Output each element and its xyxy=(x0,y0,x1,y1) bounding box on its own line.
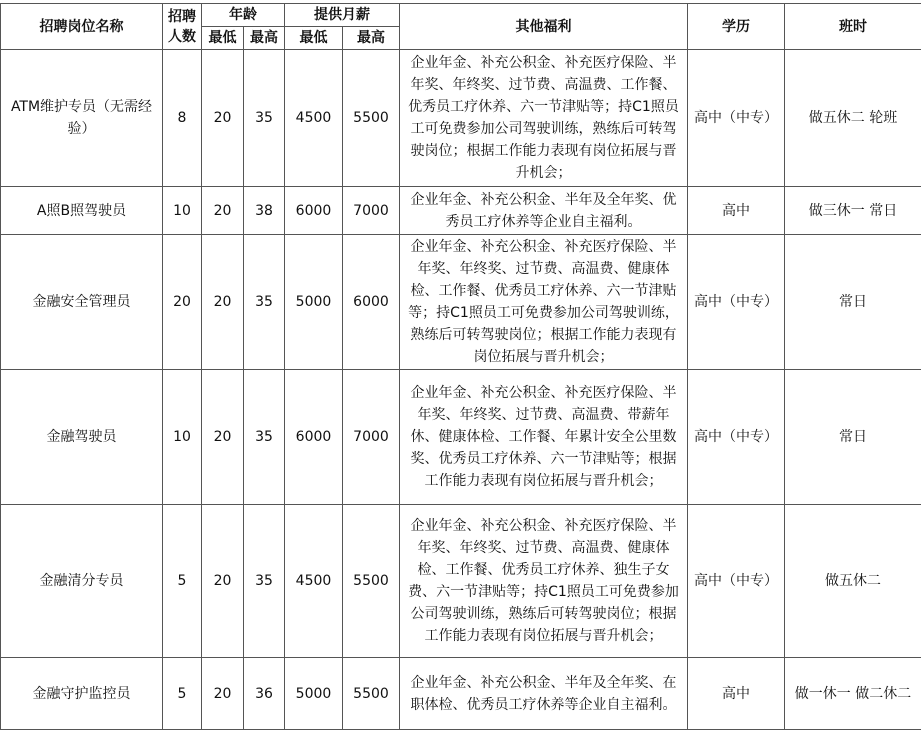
count-cell: 20 xyxy=(163,235,202,370)
benefits-cell: 企业年金、补充公积金、半年及全年奖、在职体检、优秀员工疗休养等企业自主福利。 xyxy=(400,658,688,730)
education-cell: 高中（中专） xyxy=(688,50,785,187)
salary-max-cell: 7000 xyxy=(343,370,400,505)
salary-min-cell: 6000 xyxy=(285,187,343,235)
age-max-cell: 35 xyxy=(244,505,285,658)
benefits-cell: 企业年金、补充公积金、补充医疗保险、半年奖、年终奖、过节费、高温费、带薪年休、健康体检、工作餐、年累计安全公里数奖、优秀员工疗休养、六一节津贴等；根据工作能力表现有岗位拓展与晋升机会； xyxy=(400,370,688,505)
age-max-cell: 36 xyxy=(244,658,285,730)
position-cell: 金融清分专员 xyxy=(1,505,163,658)
position-cell: 金融守护监控员 xyxy=(1,658,163,730)
age-min-cell: 20 xyxy=(202,187,244,235)
count-cell: 10 xyxy=(163,370,202,505)
header-age-min: 最低 xyxy=(202,27,244,50)
salary-max-cell: 6000 xyxy=(343,235,400,370)
position-cell: ATM维护专员（无需经验） xyxy=(1,50,163,187)
age-min-cell: 20 xyxy=(202,50,244,187)
count-cell: 5 xyxy=(163,505,202,658)
position-cell: 金融安全管理员 xyxy=(1,235,163,370)
count-cell: 8 xyxy=(163,50,202,187)
salary-min-cell: 4500 xyxy=(285,50,343,187)
position-cell: A照B照驾驶员 xyxy=(1,187,163,235)
header-benefits: 其他福利 xyxy=(400,4,688,50)
benefits-cell: 企业年金、补充公积金、补充医疗保险、半年奖、年终奖、过节费、高温费、工作餐、优秀员工疗休养、六一节津贴等；持C1照员工可免费参加公司驾驶训练，熟练后可转驾驶岗位；根据工作能力表现有岗位拓展与晋升机会； xyxy=(400,50,688,187)
header-salary: 提供月薪 xyxy=(285,4,400,27)
count-cell: 5 xyxy=(163,658,202,730)
salary-min-cell: 6000 xyxy=(285,370,343,505)
salary-max-cell: 5500 xyxy=(343,505,400,658)
header-age-max: 最高 xyxy=(244,27,285,50)
salary-max-cell: 5500 xyxy=(343,50,400,187)
shift-cell: 做五休二 xyxy=(785,505,921,658)
shift-cell: 做三休一 常日 xyxy=(785,187,921,235)
education-cell: 高中（中专） xyxy=(688,235,785,370)
shift-cell: 做五休二 轮班 xyxy=(785,50,921,187)
age-max-cell: 35 xyxy=(244,235,285,370)
benefits-cell: 企业年金、补充公积金、半年及全年奖、优秀员工疗休养等企业自主福利。 xyxy=(400,187,688,235)
header-education: 学历 xyxy=(688,4,785,50)
table-row xyxy=(1,658,921,730)
table-row xyxy=(1,370,921,505)
age-max-cell: 35 xyxy=(244,50,285,187)
age-min-cell: 20 xyxy=(202,370,244,505)
education-cell: 高中（中专） xyxy=(688,505,785,658)
position-cell: 金融驾驶员 xyxy=(1,370,163,505)
salary-max-cell: 5500 xyxy=(343,658,400,730)
salary-min-cell: 4500 xyxy=(285,505,343,658)
header-salary-min: 最低 xyxy=(285,27,343,50)
education-cell: 高中 xyxy=(688,187,785,235)
age-min-cell: 20 xyxy=(202,235,244,370)
education-cell: 高中 xyxy=(688,658,785,730)
count-cell: 10 xyxy=(163,187,202,235)
shift-cell: 常日 xyxy=(785,235,921,370)
salary-min-cell: 5000 xyxy=(285,658,343,730)
education-cell: 高中（中专） xyxy=(688,370,785,505)
header-shift: 班时 xyxy=(785,4,921,50)
header-age: 年龄 xyxy=(202,4,285,27)
age-max-cell: 35 xyxy=(244,370,285,505)
header-salary-max: 最高 xyxy=(343,27,400,50)
age-min-cell: 20 xyxy=(202,658,244,730)
benefits-cell: 企业年金、补充公积金、补充医疗保险、半年奖、年终奖、过节费、高温费、健康体检、工作餐、优秀员工疗休养、独生子女费、六一节津贴等；持C1照员工可免费参加公司驾驶训练，熟练后可转驾驶岗位；根据工作能力表现有岗位拓展与晋升机会； xyxy=(400,505,688,658)
recruitment-table xyxy=(0,3,921,730)
age-max-cell: 38 xyxy=(244,187,285,235)
benefits-cell: 企业年金、补充公积金、补充医疗保险、半年奖、年终奖、过节费、高温费、健康体检、工作餐、优秀员工疗休养、六一节津贴等；持C1照员工可免费参加公司驾驶训练，熟练后可转驾驶岗位；根据工作能力表现有岗位拓展与晋升机会； xyxy=(400,235,688,370)
salary-max-cell: 7000 xyxy=(343,187,400,235)
table-row xyxy=(1,505,921,658)
header-count: 招聘人数 xyxy=(163,4,202,50)
table-row xyxy=(1,235,921,370)
shift-cell: 常日 xyxy=(785,370,921,505)
table-row xyxy=(1,187,921,235)
table-row xyxy=(1,50,921,187)
salary-min-cell: 5000 xyxy=(285,235,343,370)
shift-cell: 做一休一 做二休二 xyxy=(785,658,921,730)
header-position: 招聘岗位名称 xyxy=(1,4,163,50)
age-min-cell: 20 xyxy=(202,505,244,658)
